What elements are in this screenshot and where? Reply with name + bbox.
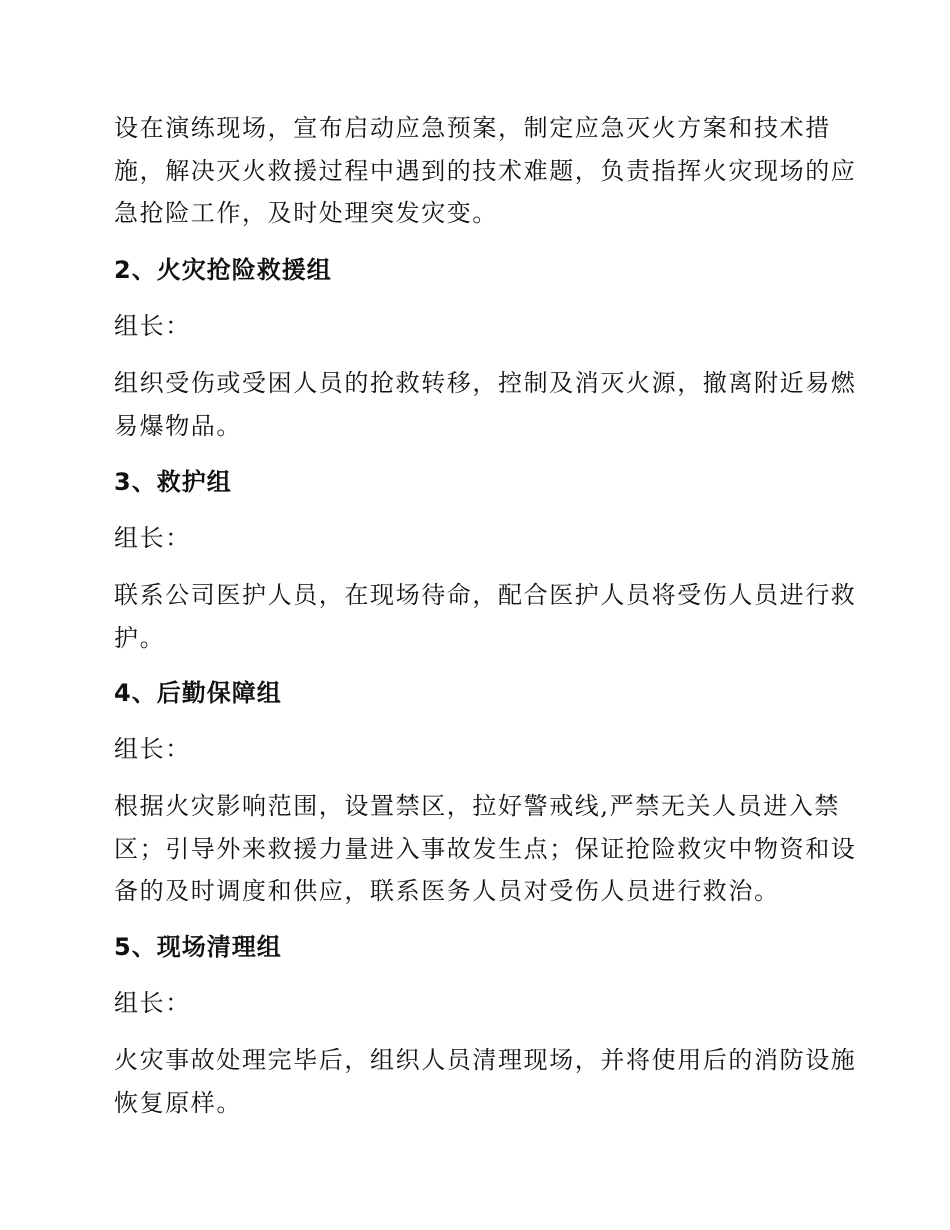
duty-line: 火灾事故处理完毕后，组织人员清理现场，并将使用后的消防设施 (114, 1046, 857, 1074)
intro-line: 急抢险工作，及时处理突发灾变。 (114, 199, 498, 227)
leader-label: 组长： (114, 735, 191, 763)
duty-line: 护。 (114, 623, 166, 652)
duty-paragraph (114, 785, 857, 913)
intro-paragraph (114, 107, 857, 235)
duty-line: 组织受伤或受困人员的抢救转移，控制及消灭火源，撤离附近易燃 (114, 369, 857, 397)
leader-label: 组长： (114, 989, 191, 1017)
duty-line: 区；引导外来救援力量进入事故发生点；保证抢险救灾中物资和设 (114, 834, 857, 863)
duty-paragraph (114, 1039, 857, 1124)
duty-line: 根据火灾影响范围，设置禁区，拉好警戒线,严禁无关人员进入禁 (114, 792, 841, 820)
section-heading: 2、火灾抢险救援组 (114, 256, 332, 284)
duty-line: 联系公司医护人员，在现场待命，配合医护人员将受伤人员进行救 (114, 581, 857, 609)
duty-line: 易爆物品。 (114, 411, 242, 440)
leader-label: 组长： (114, 524, 191, 552)
duty-paragraph (114, 574, 857, 659)
leader-label: 组长： (114, 312, 191, 340)
intro-line: 设在演练现场，宣布启动应急预案，制定应急灭火方案和技术措 (114, 114, 831, 142)
section-heading: 5、现场清理组 (114, 933, 282, 961)
section-heading: 4、后勤保障组 (114, 679, 282, 707)
intro-line: 施，解决灭火救援过程中遇到的技术难题，负责指挥火灾现场的应 (114, 156, 857, 185)
duty-line: 恢复原样。 (114, 1088, 242, 1117)
section-heading: 3、救护组 (114, 468, 232, 496)
duty-line: 备的及时调度和供应，联系医务人员对受伤人员进行救治。 (114, 877, 780, 905)
duty-paragraph (114, 362, 857, 447)
